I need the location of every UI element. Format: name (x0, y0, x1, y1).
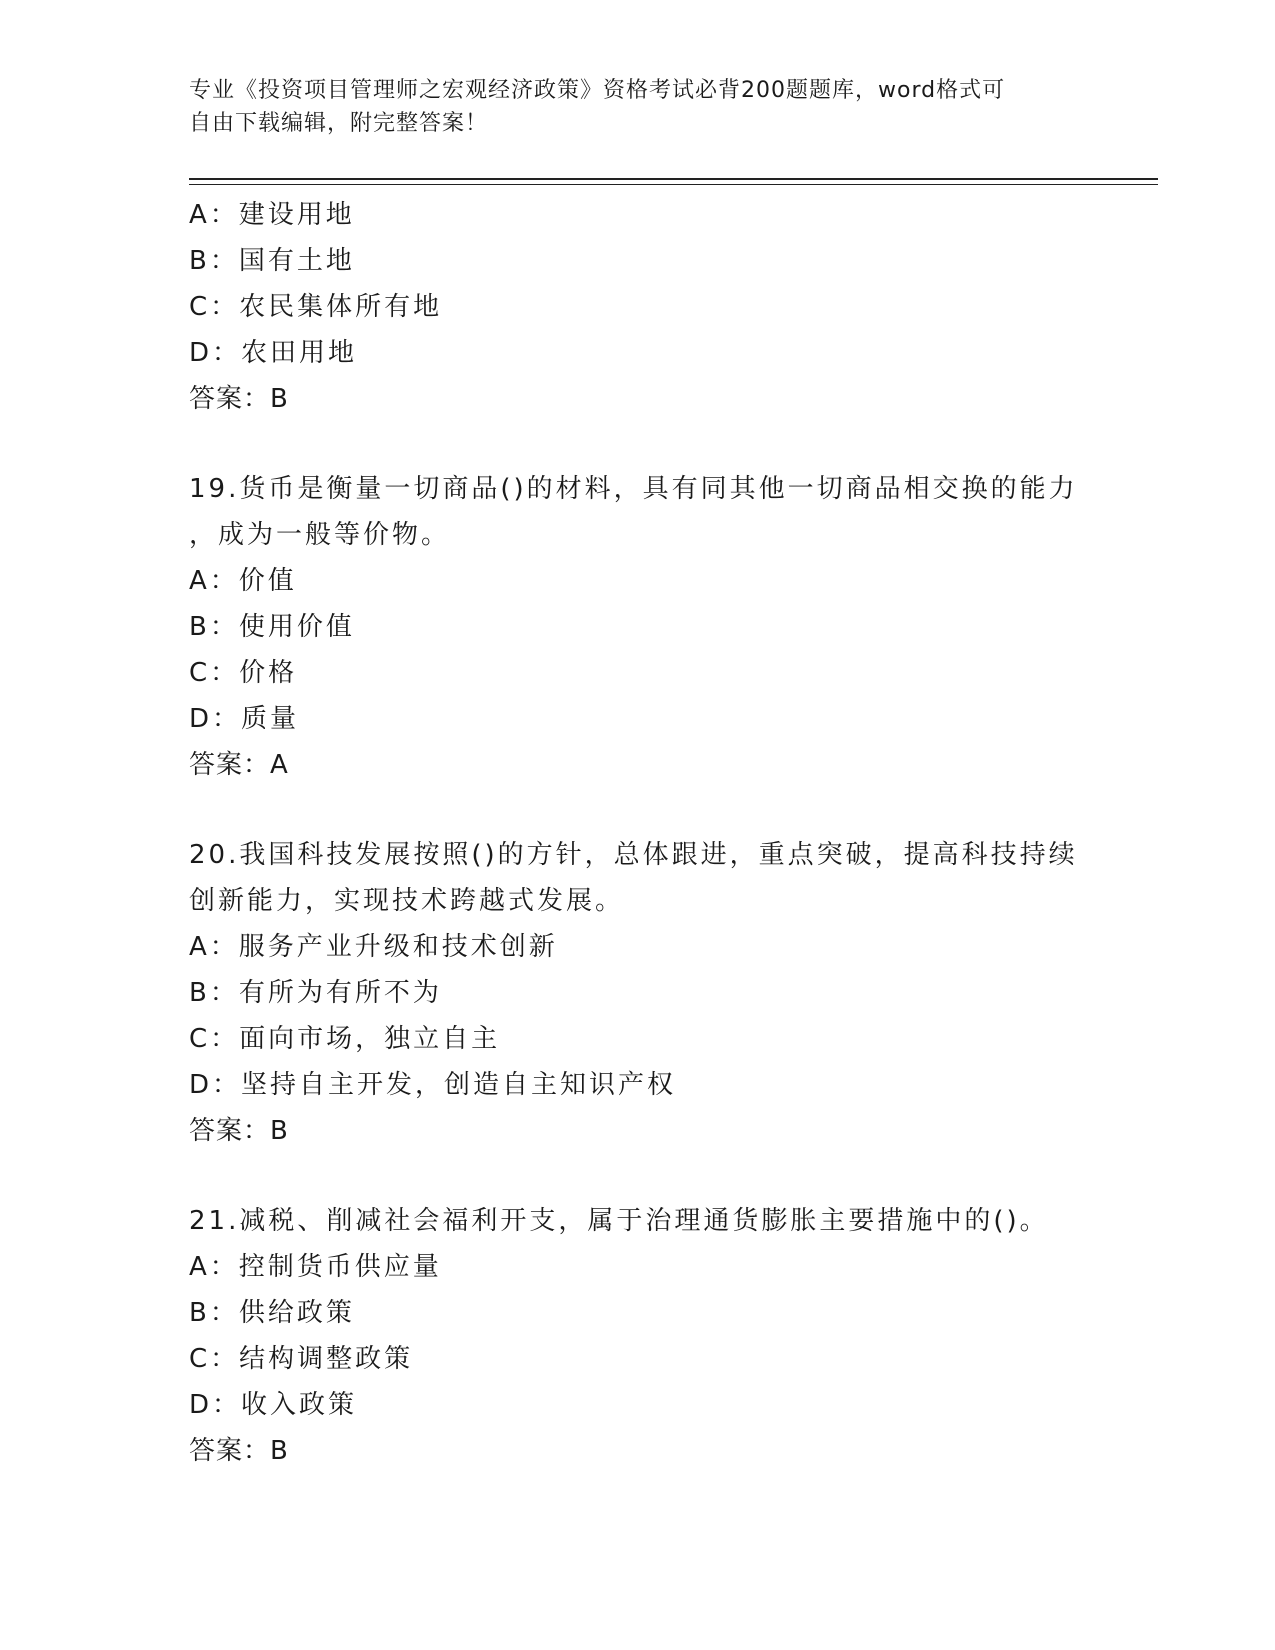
answer-line: 答案：A (189, 750, 289, 780)
option-b: B：供给政策 (189, 1298, 355, 1328)
option-d: D：农田用地 (189, 338, 358, 368)
answer-line: 答案：B (189, 384, 289, 414)
question-list (189, 192, 1089, 1474)
option-a: A：服务产业升级和技术创新 (189, 932, 558, 962)
question-stem: 20.我国科技发展按照()的方针，总体跟进，重点突破，提高科技持续 (189, 840, 1078, 870)
answer-line: 答案：B (189, 1436, 289, 1466)
question-stem-continued: 创新能力，实现技术跨越式发展。 (189, 886, 625, 916)
option-c: C：面向市场，独立自主 (189, 1024, 501, 1054)
header-divider (189, 178, 1158, 180)
question-19 (189, 466, 1089, 788)
header-divider-thin (189, 184, 1158, 185)
option-d: D：坚持自主开发，创造自主知识产权 (189, 1070, 677, 1100)
question-stem: 21.减税、削减社会福利开支，属于治理通货膨胀主要措施中的()。 (189, 1206, 1049, 1236)
question-20 (189, 832, 1089, 1154)
header-line-1: 专业《投资项目管理师之宏观经济政策》资格考试必背200题题库，word格式可 (189, 78, 1006, 103)
option-a: A：控制货币供应量 (189, 1252, 442, 1282)
option-b: B：使用价值 (189, 612, 355, 642)
option-c: C：农民集体所有地 (189, 292, 443, 322)
question-partial (189, 192, 1089, 422)
option-b: B：国有土地 (189, 246, 355, 276)
option-c: C：结构调整政策 (189, 1344, 414, 1374)
option-a: A：价值 (189, 566, 297, 596)
answer-line: 答案：B (189, 1116, 289, 1146)
header-line-2: 自由下载编辑，附完整答案！ (189, 111, 489, 136)
question-stem-continued: ，成为一般等价物。 (189, 520, 451, 550)
option-c: C：价格 (189, 658, 298, 688)
question-stem: 19.货币是衡量一切商品()的材料，具有同其他一切商品相交换的能力 (189, 474, 1078, 504)
option-b: B：有所为有所不为 (189, 978, 442, 1008)
option-d: D：质量 (189, 704, 300, 734)
question-21 (189, 1198, 1089, 1474)
document-header (189, 74, 1079, 140)
option-a: A：建设用地 (189, 200, 355, 230)
option-d: D：收入政策 (189, 1390, 358, 1420)
